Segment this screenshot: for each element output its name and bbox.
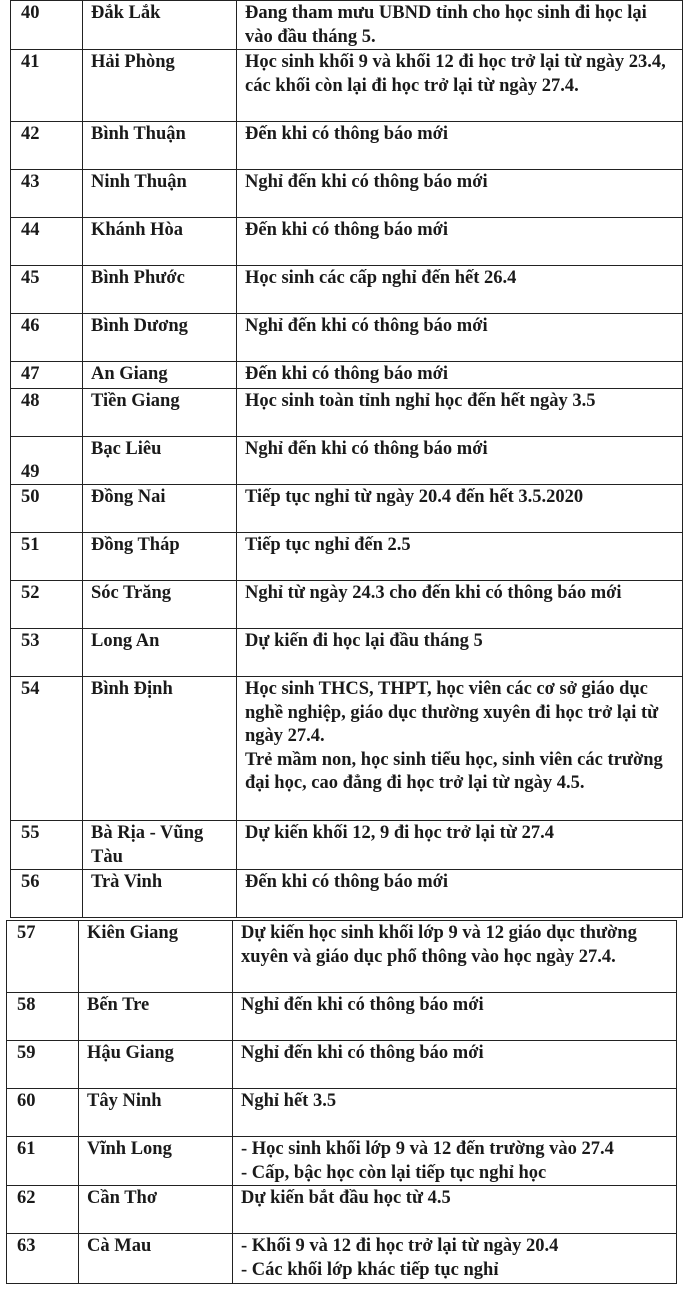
province-name: Hải Phòng	[83, 50, 237, 122]
row-number: 53	[11, 629, 83, 677]
table-row	[7, 1041, 677, 1089]
table-row	[11, 629, 683, 677]
school-status: Dự kiến đi học lại đầu tháng 5	[237, 629, 683, 677]
school-status: Dự kiến học sinh khối lớp 9 và 12 giáo dục thường xuyên và giáo dục phổ thông vào học ngày 27.4.	[233, 921, 677, 993]
province-name: Bình Thuận	[83, 122, 237, 170]
school-status: Học sinh toàn tỉnh nghỉ học đến hết ngày 3.5	[237, 389, 683, 437]
table-row	[11, 170, 683, 218]
province-name: Cà Mau	[79, 1234, 233, 1284]
school-status: Nghỉ hết 3.5	[233, 1089, 677, 1137]
row-number: 61	[7, 1137, 79, 1186]
table-part-3	[6, 920, 677, 1284]
province-name: Đắk Lắk	[83, 1, 237, 50]
row-number: 56	[11, 870, 83, 918]
province-name: An Giang	[83, 362, 237, 390]
table-part-1	[10, 0, 683, 390]
table-row	[11, 677, 683, 821]
table-row	[11, 266, 683, 314]
table-row	[11, 437, 683, 485]
row-number: 42	[11, 122, 83, 170]
row-number: 63	[7, 1234, 79, 1284]
row-number: 60	[7, 1089, 79, 1137]
province-name: Bình Định	[83, 677, 237, 821]
school-status: Dự kiến khối 12, 9 đi học trở lại từ 27.4	[237, 821, 683, 870]
row-number: 41	[11, 50, 83, 122]
table-row	[11, 1, 683, 50]
table-row	[7, 1234, 677, 1284]
table-row	[11, 362, 683, 390]
table-row	[11, 870, 683, 918]
province-name: Đồng Tháp	[83, 533, 237, 581]
table-row	[7, 1186, 677, 1234]
province-name: Trà Vinh	[83, 870, 237, 918]
row-number: 48	[11, 389, 83, 437]
province-name: Hậu Giang	[79, 1041, 233, 1089]
school-status: Dự kiến bắt đầu học từ 4.5	[233, 1186, 677, 1234]
table-row	[11, 314, 683, 362]
table-row	[11, 50, 683, 122]
school-status: Đến khi có thông báo mới	[237, 122, 683, 170]
row-number: 59	[7, 1041, 79, 1089]
row-number: 45	[11, 266, 83, 314]
province-name: Bình Phước	[83, 266, 237, 314]
province-name: Bà Rịa - Vũng Tàu	[83, 821, 237, 870]
province-name: Kiên Giang	[79, 921, 233, 993]
province-name: Khánh Hòa	[83, 218, 237, 266]
table-row	[7, 1137, 677, 1186]
school-status: Học sinh khối 9 và khối 12 đi học trở lại từ ngày 23.4, các khối còn lại đi học trở lại từ ngày 27.4.	[237, 50, 683, 122]
row-number: 43	[11, 170, 83, 218]
row-number: 55	[11, 821, 83, 870]
row-number: 52	[11, 581, 83, 629]
province-name: Bình Dương	[83, 314, 237, 362]
table-row	[11, 218, 683, 266]
school-status: Tiếp tục nghỉ đến 2.5	[237, 533, 683, 581]
province-name: Sóc Trăng	[83, 581, 237, 629]
school-status: - Học sinh khối lớp 9 và 12 đến trường vào 27.4 - Cấp, bậc học còn lại tiếp tục nghỉ học	[233, 1137, 677, 1186]
province-name: Bạc Liêu	[83, 437, 237, 485]
school-status: Nghỉ đến khi có thông báo mới	[237, 170, 683, 218]
school-status: Tiếp tục nghỉ từ ngày 20.4 đến hết 3.5.2020	[237, 485, 683, 533]
province-name: Tiền Giang	[83, 389, 237, 437]
school-status: Đến khi có thông báo mới	[237, 362, 683, 390]
school-status: - Khối 9 và 12 đi học trở lại từ ngày 20.4 - Các khối lớp khác tiếp tục nghỉ	[233, 1234, 677, 1284]
row-number: 47	[11, 362, 83, 390]
province-name: Cần Thơ	[79, 1186, 233, 1234]
province-name: Đồng Nai	[83, 485, 237, 533]
school-status: Đang tham mưu UBND tỉnh cho học sinh đi học lại vào đầu tháng 5.	[237, 1, 683, 50]
province-name: Tây Ninh	[79, 1089, 233, 1137]
province-name: Long An	[83, 629, 237, 677]
row-number: 44	[11, 218, 83, 266]
province-name: Vĩnh Long	[79, 1137, 233, 1186]
row-number: 40	[11, 1, 83, 50]
table-row	[7, 921, 677, 993]
school-status: Học sinh các cấp nghỉ đến hết 26.4	[237, 266, 683, 314]
row-number: 51	[11, 533, 83, 581]
table-row	[11, 581, 683, 629]
table-row	[11, 485, 683, 533]
school-status: Nghỉ đến khi có thông báo mới	[237, 437, 683, 485]
school-status: Nghỉ từ ngày 24.3 cho đến khi có thông báo mới	[237, 581, 683, 629]
row-number: 54	[11, 677, 83, 821]
row-number: 49	[11, 437, 83, 485]
table-row	[11, 533, 683, 581]
table-part-2	[10, 388, 683, 918]
school-status: Nghỉ đến khi có thông báo mới	[237, 314, 683, 362]
school-status: Nghỉ đến khi có thông báo mới	[233, 993, 677, 1041]
table-row	[7, 1089, 677, 1137]
table-row	[7, 993, 677, 1041]
school-status: Học sinh THCS, THPT, học viên các cơ sở giáo dục nghề nghiệp, giáo dục thường xuyên đi học trở lại từ ngày 27.4. Trẻ mầm non, học sinh tiểu học, sinh viên các trường đại học, cao đẳng đi học trở lại từ ngày 4.5.	[237, 677, 683, 821]
row-number: 46	[11, 314, 83, 362]
province-name: Bến Tre	[79, 993, 233, 1041]
table-row	[11, 821, 683, 870]
province-name: Ninh Thuận	[83, 170, 237, 218]
school-status: Nghỉ đến khi có thông báo mới	[233, 1041, 677, 1089]
row-number: 50	[11, 485, 83, 533]
table-row	[11, 389, 683, 437]
table-row	[11, 122, 683, 170]
school-status: Đến khi có thông báo mới	[237, 218, 683, 266]
row-number: 57	[7, 921, 79, 993]
row-number: 58	[7, 993, 79, 1041]
row-number: 62	[7, 1186, 79, 1234]
school-status: Đến khi có thông báo mới	[237, 870, 683, 918]
